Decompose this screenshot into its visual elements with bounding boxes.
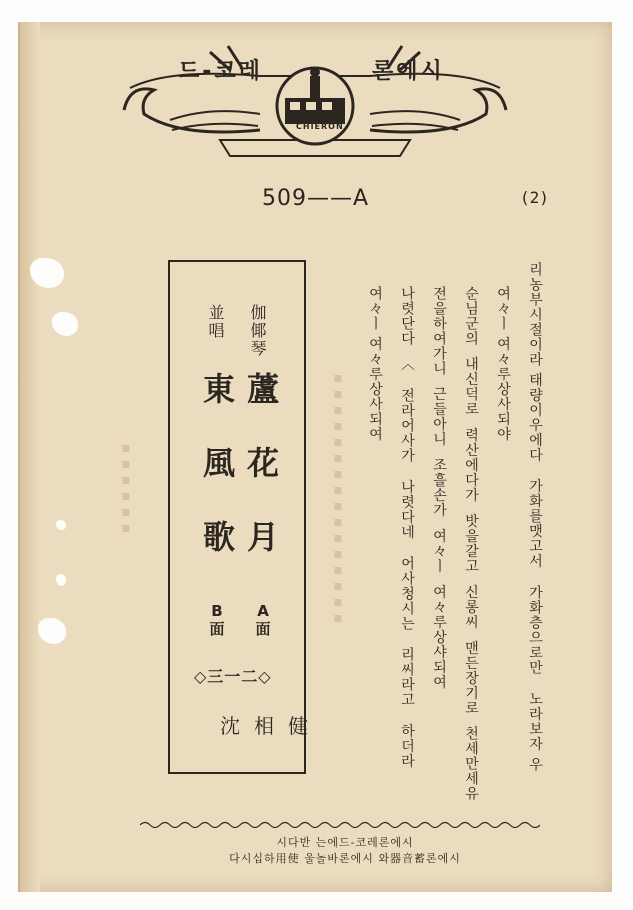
brand-name-right: 론에시	[372, 59, 445, 84]
record-catalog-number: 509——A	[262, 186, 370, 211]
paper-tear-hole	[56, 574, 66, 586]
lyric-line: 여々ㅣ 여々루상사되여	[367, 286, 383, 442]
footer-line-2: 다시십하用使 울놀바론에시 와器音蓄론에시	[229, 852, 461, 865]
face-a-letter: A	[257, 602, 269, 620]
performance-label: 並唱	[206, 304, 225, 340]
brand-name-left: 드-코레	[178, 59, 263, 84]
page-number: (2)	[520, 188, 549, 207]
footer-line-1: 시다반 는에드-코레론에시	[276, 836, 414, 849]
logo-wordmark: CHIERON	[296, 122, 344, 131]
wavy-divider	[140, 820, 540, 830]
bleed-through-text: ▪▪▪▪▪▪▪▪▪▪▪▪▪▪▪▪	[330, 370, 346, 626]
instrument-label: 伽倻琴	[248, 304, 267, 358]
performer-name: 沈相健	[220, 714, 322, 738]
song-title-a: 蘆花月	[242, 372, 280, 594]
face-a-label	[248, 602, 278, 638]
label-header	[110, 40, 520, 160]
face-a-word: 面	[255, 620, 271, 638]
lyric-line: 여々ㅣ 여々루상사되야	[495, 286, 511, 442]
lyric-line: 리농부시절이라 태량이우에다 가화를맷고서 가화층으로만 노라보자 우	[527, 262, 543, 772]
page-binding-edge	[20, 22, 40, 892]
paper-tear-hole	[52, 312, 78, 336]
lyric-line: 전을하여가니 근들아니 조흘손가 여々ㅣ 여々루상샤되여	[431, 286, 447, 690]
record-catalog-code: ◇三一二◇	[194, 667, 272, 686]
record-info-box	[168, 260, 322, 774]
bleed-through-text: ▪▪▪▪▪▪	[118, 440, 134, 536]
header-ornament	[110, 40, 520, 160]
face-b-word: 面	[209, 620, 225, 638]
lyric-line: 순님군의 내신덕로 력산에다가 밧을갈고 신롱씨 맨든장기로 천세만세유	[463, 286, 479, 802]
song-title-b: 東風歌	[198, 372, 236, 594]
face-b-letter: B	[211, 602, 223, 620]
paper-tear-hole	[38, 618, 66, 644]
lyric-line: 나렷단다 〈 전라어사가 나렷다네 어사청시는 리씨라고 하더라	[399, 286, 415, 769]
paper-tear-hole	[56, 520, 66, 530]
face-b-label	[202, 602, 232, 638]
